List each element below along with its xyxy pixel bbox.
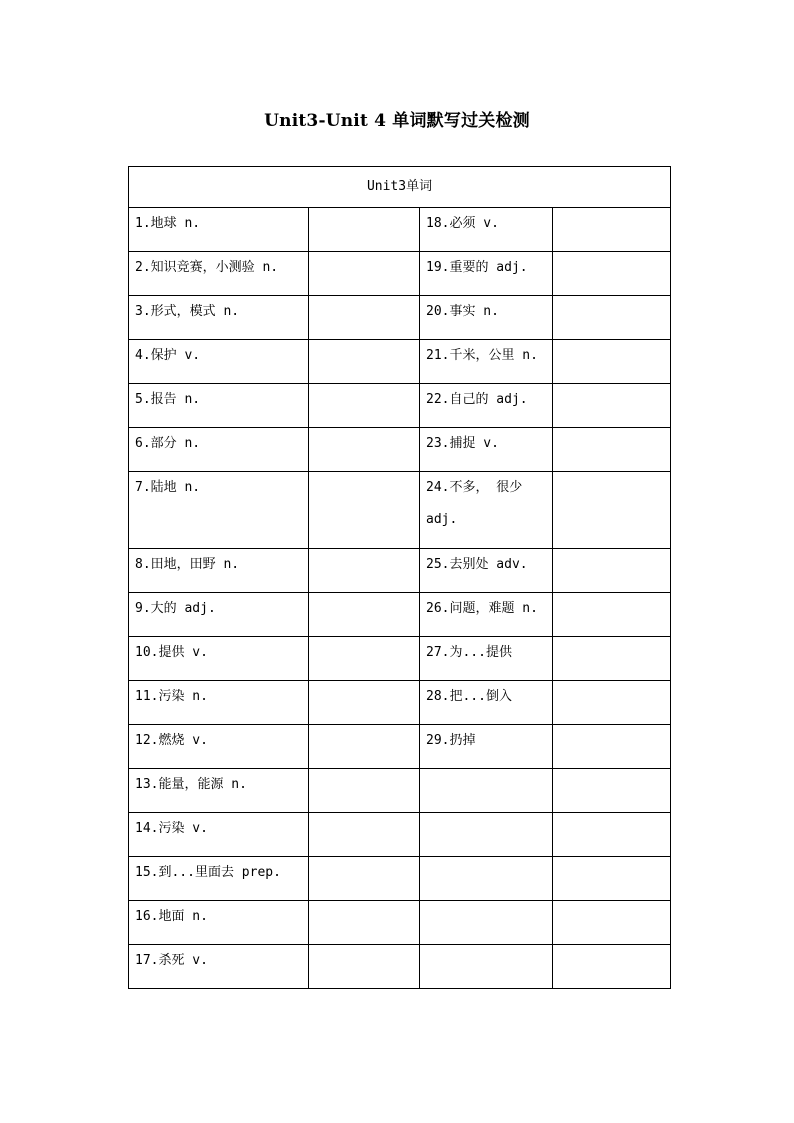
word-prompt: 24.不多， 很少 adj. (420, 472, 553, 549)
answer-cell[interactable] (309, 945, 420, 989)
word-prompt: 15.到...里面去 prep. (129, 857, 309, 901)
answer-cell[interactable] (309, 472, 420, 549)
word-prompt: 1.地球 n. (129, 208, 309, 252)
word-prompt: 7.陆地 n. (129, 472, 309, 549)
word-prompt: 22.自己的 adj. (420, 384, 553, 428)
word-prompt: 14.污染 v. (129, 813, 309, 857)
answer-cell[interactable] (553, 857, 671, 901)
answer-cell[interactable] (309, 813, 420, 857)
word-prompt: 21.千米，公里 n. (420, 340, 553, 384)
table-row (129, 340, 671, 384)
answer-cell[interactable] (309, 681, 420, 725)
answer-cell[interactable] (309, 637, 420, 681)
word-prompt (420, 813, 553, 857)
answer-cell[interactable] (309, 428, 420, 472)
answer-cell[interactable] (553, 384, 671, 428)
table-row (129, 252, 671, 296)
table-row (129, 384, 671, 428)
word-prompt: 16.地面 n. (129, 901, 309, 945)
answer-cell[interactable] (309, 296, 420, 340)
table-row (129, 593, 671, 637)
table-row (129, 901, 671, 945)
answer-cell[interactable] (309, 252, 420, 296)
word-prompt: 18.必须 v. (420, 208, 553, 252)
word-prompt: 12.燃烧 v. (129, 725, 309, 769)
answer-cell[interactable] (309, 384, 420, 428)
table-header-row (129, 167, 671, 208)
word-prompt: 28.把...倒入 (420, 681, 553, 725)
word-prompt (420, 945, 553, 989)
word-prompt: 20.事实 n. (420, 296, 553, 340)
table-row (129, 296, 671, 340)
answer-cell[interactable] (553, 637, 671, 681)
answer-cell[interactable] (309, 340, 420, 384)
word-prompt (420, 769, 553, 813)
word-prompt (420, 857, 553, 901)
answer-cell[interactable] (553, 945, 671, 989)
word-prompt: 8.田地，田野 n. (129, 549, 309, 593)
answer-cell[interactable] (553, 813, 671, 857)
word-prompt: 29.扔掉 (420, 725, 553, 769)
page-title: Unit3-Unit 4 单词默写过关检测 (264, 111, 530, 131)
table-row (129, 472, 671, 549)
word-prompt: 6.部分 n. (129, 428, 309, 472)
vocab-table (128, 166, 671, 989)
word-prompt: 2.知识竞赛，小测验 n. (129, 252, 309, 296)
word-prompt: 23.捕捉 v. (420, 428, 553, 472)
word-prompt: 27.为...提供 (420, 637, 553, 681)
word-prompt: 25.去别处 adv. (420, 549, 553, 593)
answer-cell[interactable] (553, 901, 671, 945)
answer-cell[interactable] (553, 549, 671, 593)
table-row (129, 725, 671, 769)
word-prompt: 11.污染 n. (129, 681, 309, 725)
table-row (129, 428, 671, 472)
word-prompt: 19.重要的 adj. (420, 252, 553, 296)
answer-cell[interactable] (553, 340, 671, 384)
word-prompt: 3.形式，模式 n. (129, 296, 309, 340)
answer-cell[interactable] (553, 472, 671, 549)
table-row (129, 769, 671, 813)
word-prompt: 13.能量，能源 n. (129, 769, 309, 813)
table-row (129, 637, 671, 681)
word-prompt (420, 901, 553, 945)
answer-cell[interactable] (309, 769, 420, 813)
word-prompt: 9.大的 adj. (129, 593, 309, 637)
word-prompt: 4.保护 v. (129, 340, 309, 384)
answer-cell[interactable] (553, 593, 671, 637)
table-row (129, 945, 671, 989)
answer-cell[interactable] (553, 252, 671, 296)
table-row (129, 208, 671, 252)
answer-cell[interactable] (553, 296, 671, 340)
answer-cell[interactable] (553, 428, 671, 472)
answer-cell[interactable] (553, 208, 671, 252)
word-prompt: 17.杀死 v. (129, 945, 309, 989)
table-row (129, 813, 671, 857)
table-row (129, 857, 671, 901)
answer-cell[interactable] (309, 549, 420, 593)
answer-cell[interactable] (309, 593, 420, 637)
word-prompt: 26.问题，难题 n. (420, 593, 553, 637)
table-row (129, 681, 671, 725)
section-header: Unit3单词 (129, 167, 671, 208)
word-prompt: 5.报告 n. (129, 384, 309, 428)
answer-cell[interactable] (309, 901, 420, 945)
answer-cell[interactable] (553, 681, 671, 725)
answer-cell[interactable] (309, 208, 420, 252)
answer-cell[interactable] (553, 725, 671, 769)
answer-cell[interactable] (309, 725, 420, 769)
answer-cell[interactable] (553, 769, 671, 813)
table-row (129, 549, 671, 593)
answer-cell[interactable] (309, 857, 420, 901)
word-prompt: 10.提供 v. (129, 637, 309, 681)
